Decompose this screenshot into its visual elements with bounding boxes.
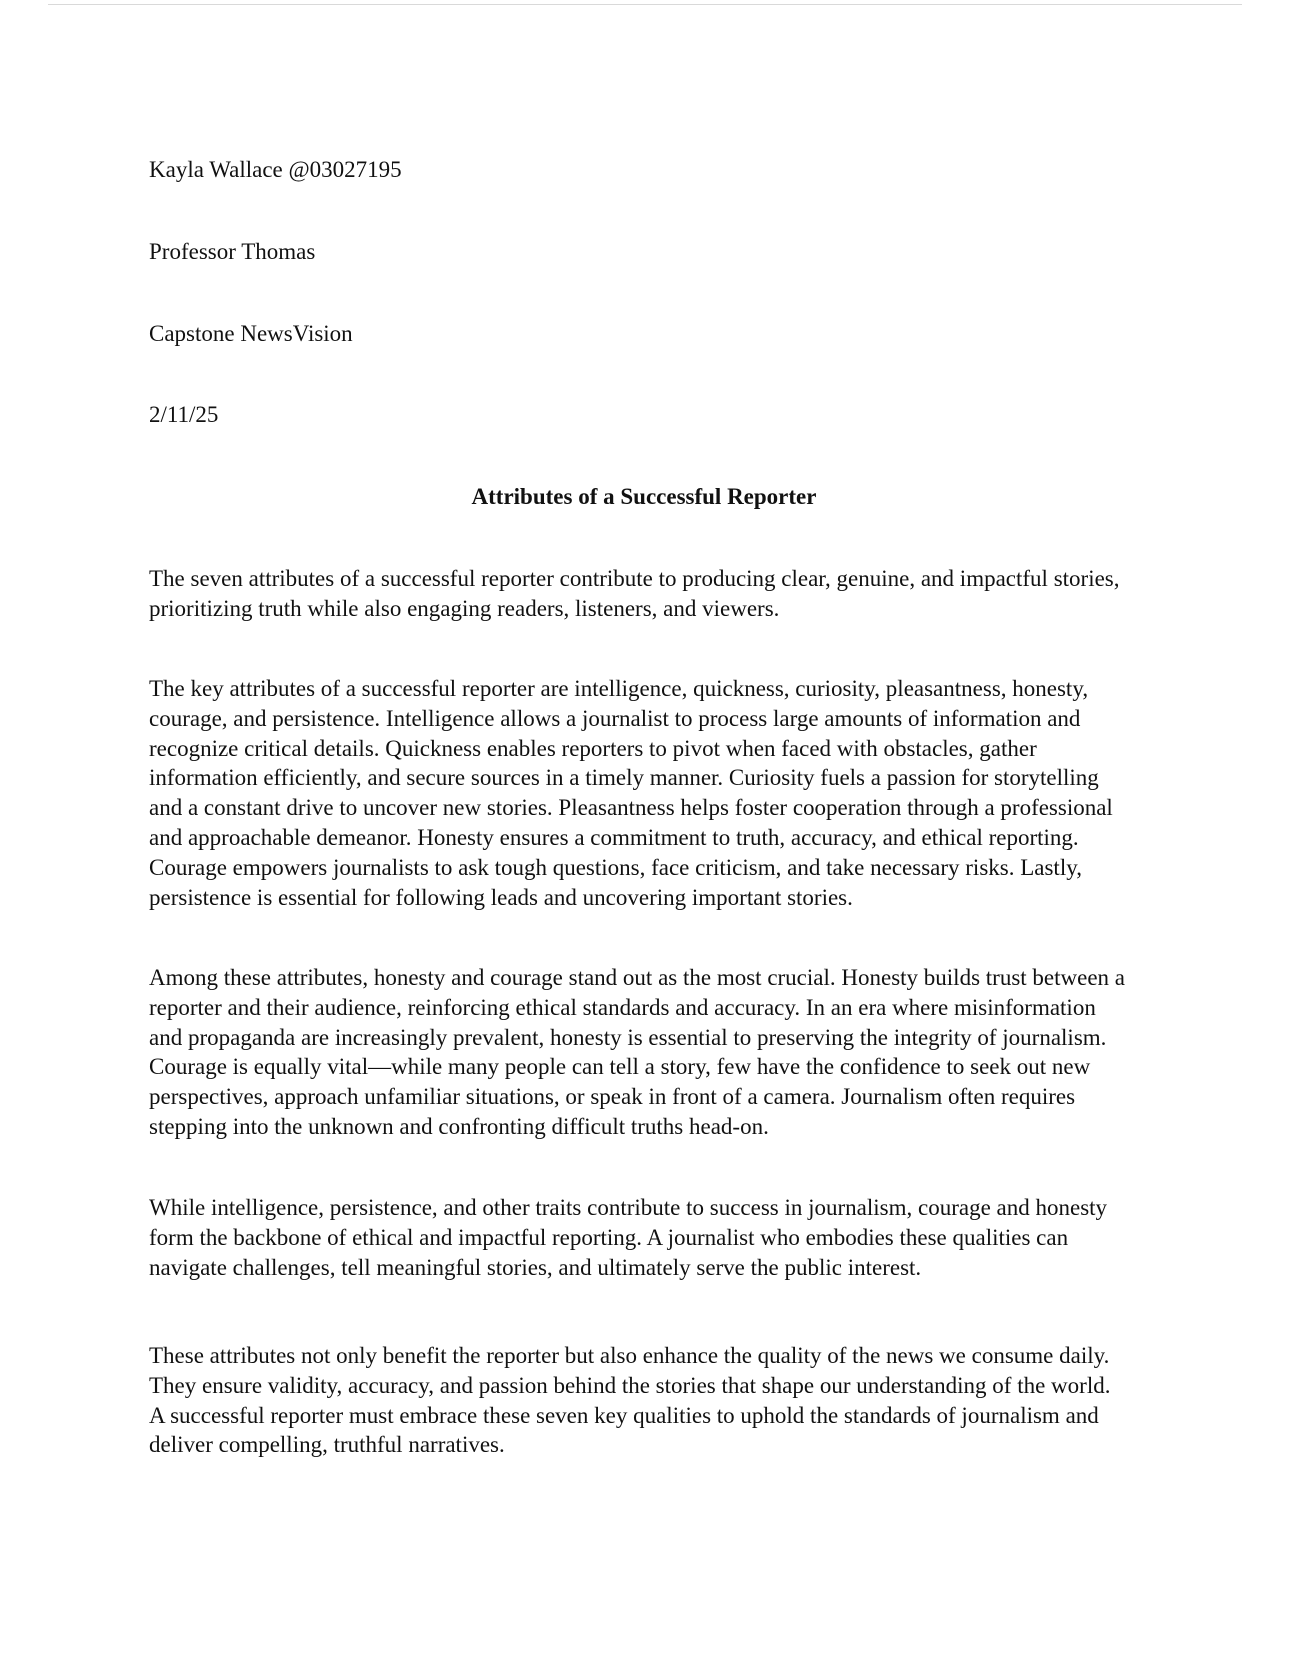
document-title: Attributes of a Successful Reporter (471, 484, 817, 509)
paragraph-intro: The seven attributes of a successful reporter contribute to producing clear, genuine, and impactful stories, prioritizing truth while also engaging readers, listeners, and viewers. (149, 566, 1120, 621)
paragraph-key-attributes: The key attributes of a successful reporter are intelligence, quickness, curiosity, pleasantness, honesty, courage, and persistence. Intelligence allows a journalist to process large amounts of information and recognize critical details. Quickness enables reporters to pivot when faced with obstacles, gather information efficiently, and secure sources in a timely manner. Curiosity fuels a passion for storytelling and a constant drive to uncover new stories. Pleasantness helps foster cooperation through a professional and approachable demeanor. Honesty ensures a commitment to truth, accuracy, and ethical reporting. Courage empowers journalists to ask tough questions, face criticism, and take necessary risks. Lastly, persistence is essential for following leads and uncovering important stories. (149, 676, 1113, 910)
page-top-rule (48, 4, 1242, 5)
paragraph-conclusion: These attributes not only benefit the reporter but also enhance the quality of the news we consume daily. They ensure validity, accuracy, and passion behind the stories that shape our understanding of the world. A successful reporter must embrace these seven key qualities to uphold the standards of journalism and deliver compelling, truthful narratives. (149, 1343, 1111, 1458)
student-name-line: Kayla Wallace @03027195 (149, 157, 402, 182)
paragraph-backbone: While intelligence, persistence, and other traits contribute to success in journalism, courage and honesty form the backbone of ethical and impactful reporting. A journalist who embodies these qualities can navigate challenges, tell meaningful stories, and ultimately serve the public interest. (149, 1195, 1108, 1280)
paragraph-honesty-courage: Among these attributes, honesty and courage stand out as the most crucial. Honesty builds trust between a reporter and their audience, reinforcing ethical standards and accuracy. In an era where misinformation and propaganda are increasingly prevalent, honesty is essential to preserving the integrity of journalism. Courage is equally vital—while many people can tell a story, few have the confidence to seek out new perspectives, approach unfamiliar situations, or speak in front of a camera. Journalism often requires stepping into the unknown and confronting difficult truths head-on. (149, 965, 1125, 1139)
course-line: Capstone NewsVision (149, 321, 353, 346)
date-line: 2/11/25 (149, 402, 219, 427)
professor-line: Professor Thomas (149, 239, 316, 264)
